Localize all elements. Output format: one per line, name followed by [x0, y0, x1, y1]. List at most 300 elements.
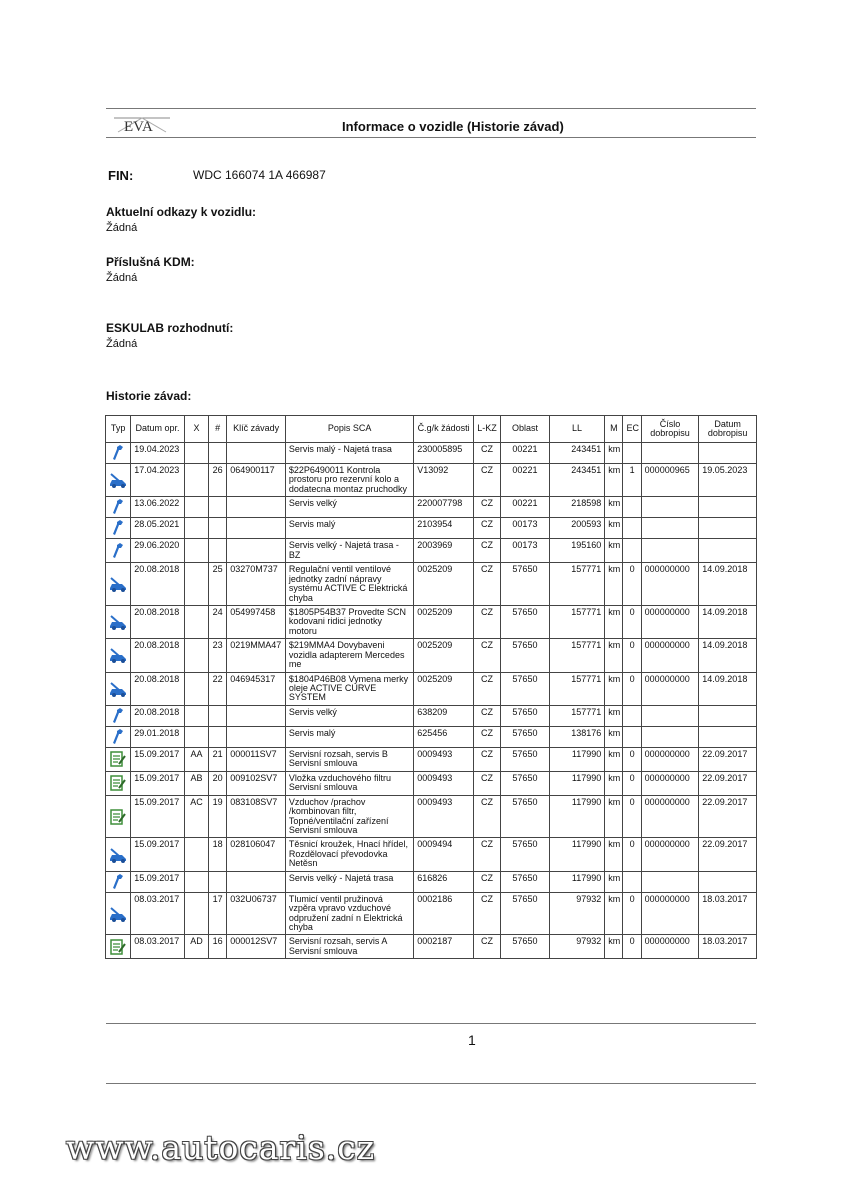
cell-credit-date: [699, 497, 757, 518]
column-header-number: #: [209, 416, 227, 443]
cell-lkz: CZ: [473, 892, 500, 935]
cell-description: Servis malý: [285, 518, 413, 539]
history-header-row: [106, 416, 757, 443]
cell-credit-no: 000000000: [641, 935, 699, 959]
cell-number: 20: [209, 771, 227, 795]
cell-request-no: 625456: [414, 726, 474, 747]
cell-ec: 1: [623, 464, 641, 497]
section-label-kdm: Příslušná KDM:: [106, 255, 195, 269]
cell-x: [184, 464, 208, 497]
cell-x: [184, 639, 208, 672]
cell-description: Servisní rozsah, servis B Servisní smlouva: [285, 747, 413, 771]
cell-number: 16: [209, 935, 227, 959]
cell-request-no: 0009493: [414, 795, 474, 838]
cell-description: Servis velký: [285, 497, 413, 518]
cell-request-no: 0009493: [414, 771, 474, 795]
fin-label: FIN:: [108, 168, 134, 183]
cell-number: [209, 518, 227, 539]
cell-request-no: 0025209: [414, 639, 474, 672]
cell-x: [184, 443, 208, 464]
table-row: [106, 795, 757, 838]
table-row: [106, 497, 757, 518]
contract-icon: [106, 935, 131, 959]
cell-date: 29.01.2018: [131, 726, 185, 747]
cell-description: Servis velký - Najetá trasa: [285, 871, 413, 892]
cell-date: 20.08.2018: [131, 705, 185, 726]
cell-ec: [623, 518, 641, 539]
cell-description: Tlumicí ventil pružinová vzpěra vpravo vzduchové odpružení zadní n Elektrická chyba: [285, 892, 413, 935]
cell-area: 57650: [501, 747, 550, 771]
cell-mileage: 243451: [549, 443, 605, 464]
cell-request-no: 2003969: [414, 539, 474, 563]
cell-credit-date: 22.09.2017: [699, 838, 757, 871]
car-repair-icon: [106, 672, 131, 705]
cell-credit-date: [699, 539, 757, 563]
history-label: Historie závad:: [106, 389, 192, 403]
cell-ec: 0: [623, 771, 641, 795]
cell-description: Servisní rozsah, servis A Servisní smlouva: [285, 935, 413, 959]
cell-description: $1805P54B37 Provedte SCN kodovani ridici jednotky motoru: [285, 605, 413, 638]
cell-unit: km: [605, 771, 623, 795]
eva-logo: [112, 112, 172, 136]
cell-lkz: CZ: [473, 935, 500, 959]
cell-fault-key: [227, 726, 286, 747]
table-row: [106, 672, 757, 705]
cell-credit-date: 19.05.2023: [699, 464, 757, 497]
cell-x: [184, 871, 208, 892]
column-header-lkz: L-KZ: [473, 416, 500, 443]
table-row: [106, 639, 757, 672]
cell-description: $1804P46B08 Vymena merky oleje ACTIVE CURVE SYSTEM: [285, 672, 413, 705]
cell-unit: km: [605, 747, 623, 771]
cell-description: $219MMA4 Dovybaveni vozidla adapterem Mercedes me: [285, 639, 413, 672]
cell-request-no: 0009493: [414, 747, 474, 771]
cell-area: 57650: [501, 563, 550, 606]
cell-fault-key: [227, 871, 286, 892]
cell-credit-no: 000000000: [641, 639, 699, 672]
column-header-ec: EC: [623, 416, 641, 443]
cell-area: 57650: [501, 672, 550, 705]
cell-area: 57650: [501, 771, 550, 795]
section-label-eskulab: ESKULAB rozhodnutí:: [106, 321, 234, 335]
cell-fault-key: [227, 518, 286, 539]
cell-x: AD: [184, 935, 208, 959]
cell-ec: [623, 871, 641, 892]
cell-description: Vložka vzduchového filtru Servisní smlouva: [285, 771, 413, 795]
cell-ec: 0: [623, 747, 641, 771]
cell-number: [209, 705, 227, 726]
cell-mileage: 157771: [549, 605, 605, 638]
cell-x: [184, 838, 208, 871]
cell-description: Servis velký: [285, 705, 413, 726]
cell-date: 13.06.2022: [131, 497, 185, 518]
table-row: [106, 705, 757, 726]
cell-area: 57650: [501, 838, 550, 871]
cell-fault-key: 028106047: [227, 838, 286, 871]
cell-number: 24: [209, 605, 227, 638]
footer-rule-1: [106, 1023, 756, 1024]
cell-lkz: CZ: [473, 563, 500, 606]
fin-value: WDC 166074 1A 466987: [193, 168, 326, 182]
wrench-icon: [106, 497, 131, 518]
cell-mileage: 157771: [549, 705, 605, 726]
cell-request-no: 0009494: [414, 838, 474, 871]
wrench-icon: [106, 705, 131, 726]
cell-x: AB: [184, 771, 208, 795]
cell-lkz: CZ: [473, 672, 500, 705]
cell-description: Servis velký - Najetá trasa - BZ: [285, 539, 413, 563]
cell-number: 17: [209, 892, 227, 935]
table-row: [106, 563, 757, 606]
column-header-date: Datum opr.: [131, 416, 185, 443]
wrench-icon: [106, 726, 131, 747]
column-header-request-no: Č.g/k žádosti: [414, 416, 474, 443]
cell-number: 18: [209, 838, 227, 871]
cell-mileage: 243451: [549, 464, 605, 497]
cell-credit-date: 22.09.2017: [699, 747, 757, 771]
cell-request-no: 0002187: [414, 935, 474, 959]
table-row: [106, 838, 757, 871]
cell-lkz: CZ: [473, 705, 500, 726]
cell-number: [209, 726, 227, 747]
car-repair-icon: [106, 892, 131, 935]
cell-unit: km: [605, 443, 623, 464]
cell-x: [184, 518, 208, 539]
cell-unit: km: [605, 639, 623, 672]
cell-date: 15.09.2017: [131, 871, 185, 892]
table-row: [106, 443, 757, 464]
cell-number: [209, 539, 227, 563]
contract-icon: [106, 795, 131, 838]
cell-unit: km: [605, 705, 623, 726]
cell-credit-no: [641, 871, 699, 892]
cell-unit: km: [605, 605, 623, 638]
cell-number: 26: [209, 464, 227, 497]
cell-credit-no: [641, 497, 699, 518]
cell-unit: km: [605, 518, 623, 539]
cell-mileage: 138176: [549, 726, 605, 747]
cell-mileage: 195160: [549, 539, 605, 563]
column-header-x: X: [184, 416, 208, 443]
cell-mileage: 157771: [549, 563, 605, 606]
section-label-references: Aktuelní odkazy k vozidlu:: [106, 205, 257, 219]
cell-area: 57650: [501, 639, 550, 672]
cell-mileage: 157771: [549, 672, 605, 705]
svg-text:EVA: EVA: [124, 119, 153, 135]
cell-date: 17.04.2023: [131, 464, 185, 497]
cell-number: 25: [209, 563, 227, 606]
table-row: [106, 747, 757, 771]
cell-unit: km: [605, 563, 623, 606]
cell-credit-date: 14.09.2018: [699, 605, 757, 638]
cell-credit-date: 14.09.2018: [699, 672, 757, 705]
cell-credit-date: 18.03.2017: [699, 935, 757, 959]
table-row: [106, 892, 757, 935]
cell-fault-key: 054997458: [227, 605, 286, 638]
cell-ec: 0: [623, 838, 641, 871]
cell-fault-key: 032U06737: [227, 892, 286, 935]
wrench-icon: [106, 443, 131, 464]
cell-date: 08.03.2017: [131, 892, 185, 935]
cell-request-no: 230005895: [414, 443, 474, 464]
cell-area: 57650: [501, 705, 550, 726]
history-table: [105, 415, 757, 959]
cell-ec: [623, 497, 641, 518]
cell-unit: km: [605, 935, 623, 959]
column-header-type: Typ: [106, 416, 131, 443]
cell-ec: 0: [623, 672, 641, 705]
cell-credit-date: 14.09.2018: [699, 563, 757, 606]
cell-fault-key: [227, 539, 286, 563]
cell-credit-no: 000000000: [641, 795, 699, 838]
cell-mileage: 97932: [549, 935, 605, 959]
cell-credit-no: 000000000: [641, 747, 699, 771]
contract-icon: [106, 747, 131, 771]
cell-lkz: CZ: [473, 726, 500, 747]
cell-date: 15.09.2017: [131, 771, 185, 795]
cell-x: [184, 892, 208, 935]
cell-request-no: 0025209: [414, 563, 474, 606]
cell-fault-key: [227, 497, 286, 518]
cell-unit: km: [605, 795, 623, 838]
cell-area: 00173: [501, 539, 550, 563]
cell-credit-no: 000000000: [641, 563, 699, 606]
section-value-references: Žádná: [106, 222, 138, 234]
cell-lkz: CZ: [473, 518, 500, 539]
column-header-credit-no: Číslo dobropisu: [641, 416, 699, 443]
cell-date: 15.09.2017: [131, 795, 185, 838]
cell-lkz: CZ: [473, 795, 500, 838]
document-title: Informace o vozidle (Historie závad): [342, 119, 564, 134]
table-row: [106, 464, 757, 497]
cell-date: 20.08.2018: [131, 563, 185, 606]
cell-ec: [623, 726, 641, 747]
cell-date: 15.09.2017: [131, 747, 185, 771]
cell-credit-no: 000000000: [641, 605, 699, 638]
cell-lkz: CZ: [473, 497, 500, 518]
cell-x: [184, 726, 208, 747]
cell-area: 57650: [501, 605, 550, 638]
wrench-icon: [106, 518, 131, 539]
cell-area: 57650: [501, 935, 550, 959]
cell-request-no: 638209: [414, 705, 474, 726]
cell-mileage: 117990: [549, 771, 605, 795]
section-value-eskulab: Žádná: [106, 338, 138, 350]
cell-request-no: 2103954: [414, 518, 474, 539]
cell-unit: km: [605, 726, 623, 747]
cell-credit-date: 22.09.2017: [699, 795, 757, 838]
cell-area: 57650: [501, 726, 550, 747]
car-repair-icon: [106, 563, 131, 606]
cell-x: [184, 563, 208, 606]
cell-lkz: CZ: [473, 871, 500, 892]
cell-credit-no: [641, 705, 699, 726]
cell-mileage: 117990: [549, 871, 605, 892]
table-row: [106, 605, 757, 638]
cell-request-no: 0025209: [414, 605, 474, 638]
cell-credit-date: 22.09.2017: [699, 771, 757, 795]
table-row: [106, 871, 757, 892]
cell-fault-key: 000012SV7: [227, 935, 286, 959]
cell-area: 57650: [501, 892, 550, 935]
cell-credit-no: [641, 518, 699, 539]
cell-number: [209, 497, 227, 518]
cell-credit-no: 000000000: [641, 838, 699, 871]
page-number: 1: [468, 1032, 476, 1048]
cell-ec: [623, 443, 641, 464]
column-header-description: Popis SCA: [285, 416, 413, 443]
cell-mileage: 117990: [549, 747, 605, 771]
cell-fault-key: 000011SV7: [227, 747, 286, 771]
cell-unit: km: [605, 539, 623, 563]
top-rule-1: [106, 108, 756, 109]
car-repair-icon: [106, 605, 131, 638]
cell-number: [209, 871, 227, 892]
cell-mileage: 117990: [549, 838, 605, 871]
cell-credit-no: 000000000: [641, 892, 699, 935]
cell-credit-date: [699, 726, 757, 747]
cell-credit-date: 14.09.2018: [699, 639, 757, 672]
cell-fault-key: 03270M737: [227, 563, 286, 606]
cell-unit: km: [605, 464, 623, 497]
cell-unit: km: [605, 672, 623, 705]
cell-credit-date: [699, 443, 757, 464]
cell-description: Regulační ventil ventilové jednotky zadní nápravy systému ACTIVE C Elektrická chyba: [285, 563, 413, 606]
cell-fault-key: 0219MMA47: [227, 639, 286, 672]
cell-lkz: CZ: [473, 605, 500, 638]
wrench-icon: [106, 871, 131, 892]
top-rule-2: [106, 137, 756, 138]
cell-ec: [623, 539, 641, 563]
cell-credit-no: [641, 726, 699, 747]
cell-request-no: 0025209: [414, 672, 474, 705]
column-header-fault-key: Klíč závady: [227, 416, 286, 443]
column-header-area: Oblast: [501, 416, 550, 443]
car-repair-icon: [106, 838, 131, 871]
cell-request-no: 616826: [414, 871, 474, 892]
cell-x: [184, 672, 208, 705]
cell-ec: 0: [623, 639, 641, 672]
cell-unit: km: [605, 892, 623, 935]
cell-unit: km: [605, 497, 623, 518]
cell-credit-no: 000000000: [641, 672, 699, 705]
table-row: [106, 726, 757, 747]
cell-ec: [623, 705, 641, 726]
cell-request-no: 220007798: [414, 497, 474, 518]
table-row: [106, 518, 757, 539]
column-header-credit-date: Datum dobropisu: [699, 416, 757, 443]
car-repair-icon: [106, 464, 131, 497]
cell-ec: 0: [623, 795, 641, 838]
cell-fault-key: 083108SV7: [227, 795, 286, 838]
cell-area: 57650: [501, 871, 550, 892]
car-repair-icon: [106, 639, 131, 672]
cell-mileage: 200593: [549, 518, 605, 539]
cell-date: 20.08.2018: [131, 672, 185, 705]
cell-number: 21: [209, 747, 227, 771]
cell-lkz: CZ: [473, 639, 500, 672]
cell-area: 00221: [501, 443, 550, 464]
cell-credit-date: [699, 518, 757, 539]
cell-x: [184, 705, 208, 726]
cell-credit-no: 000000965: [641, 464, 699, 497]
cell-mileage: 218598: [549, 497, 605, 518]
cell-unit: km: [605, 871, 623, 892]
cell-lkz: CZ: [473, 443, 500, 464]
cell-ec: 0: [623, 605, 641, 638]
contract-icon: [106, 771, 131, 795]
cell-ec: 0: [623, 563, 641, 606]
footer-rule-2: [106, 1083, 756, 1084]
cell-date: 20.08.2018: [131, 639, 185, 672]
cell-mileage: 97932: [549, 892, 605, 935]
cell-area: 00173: [501, 518, 550, 539]
cell-date: 20.08.2018: [131, 605, 185, 638]
cell-number: 23: [209, 639, 227, 672]
cell-credit-date: [699, 871, 757, 892]
cell-number: [209, 443, 227, 464]
cell-x: AC: [184, 795, 208, 838]
cell-lkz: CZ: [473, 464, 500, 497]
cell-area: 00221: [501, 464, 550, 497]
cell-mileage: 157771: [549, 639, 605, 672]
cell-fault-key: [227, 705, 286, 726]
cell-ec: 0: [623, 935, 641, 959]
cell-description: Vzduchov /prachov /kombinovan filtr, Topné/ventilační zařízení Servisní smlouva: [285, 795, 413, 838]
cell-credit-date: [699, 705, 757, 726]
cell-credit-no: [641, 539, 699, 563]
column-header-unit: M: [605, 416, 623, 443]
cell-lkz: CZ: [473, 771, 500, 795]
watermark: www.autocaris.cz: [66, 1128, 376, 1167]
table-row: [106, 539, 757, 563]
section-value-kdm: Žádná: [106, 272, 138, 284]
cell-description: $22P6490011 Kontrola prostoru pro rezervní kolo a dodatecna montaz pruchodky: [285, 464, 413, 497]
cell-credit-no: [641, 443, 699, 464]
cell-area: 00221: [501, 497, 550, 518]
cell-lkz: CZ: [473, 539, 500, 563]
cell-description: Těsnicí kroužek, Hnací hřídel, Rozdělovací převodovka Netěsn: [285, 838, 413, 871]
cell-credit-no: 000000000: [641, 771, 699, 795]
cell-fault-key: 064900117: [227, 464, 286, 497]
cell-date: 15.09.2017: [131, 838, 185, 871]
cell-number: 22: [209, 672, 227, 705]
cell-request-no: V13092: [414, 464, 474, 497]
cell-area: 57650: [501, 795, 550, 838]
cell-ec: 0: [623, 892, 641, 935]
cell-credit-date: 18.03.2017: [699, 892, 757, 935]
cell-description: Servis malý: [285, 726, 413, 747]
cell-date: 08.03.2017: [131, 935, 185, 959]
cell-date: 19.04.2023: [131, 443, 185, 464]
cell-number: 19: [209, 795, 227, 838]
cell-x: [184, 497, 208, 518]
cell-date: 29.06.2020: [131, 539, 185, 563]
cell-lkz: CZ: [473, 747, 500, 771]
cell-request-no: 0002186: [414, 892, 474, 935]
cell-fault-key: 009102SV7: [227, 771, 286, 795]
column-header-mileage: LL: [549, 416, 605, 443]
cell-lkz: CZ: [473, 838, 500, 871]
cell-x: [184, 539, 208, 563]
cell-x: [184, 605, 208, 638]
table-row: [106, 771, 757, 795]
cell-date: 28.05.2021: [131, 518, 185, 539]
cell-mileage: 117990: [549, 795, 605, 838]
cell-fault-key: 046945317: [227, 672, 286, 705]
cell-unit: km: [605, 838, 623, 871]
wrench-icon: [106, 539, 131, 563]
